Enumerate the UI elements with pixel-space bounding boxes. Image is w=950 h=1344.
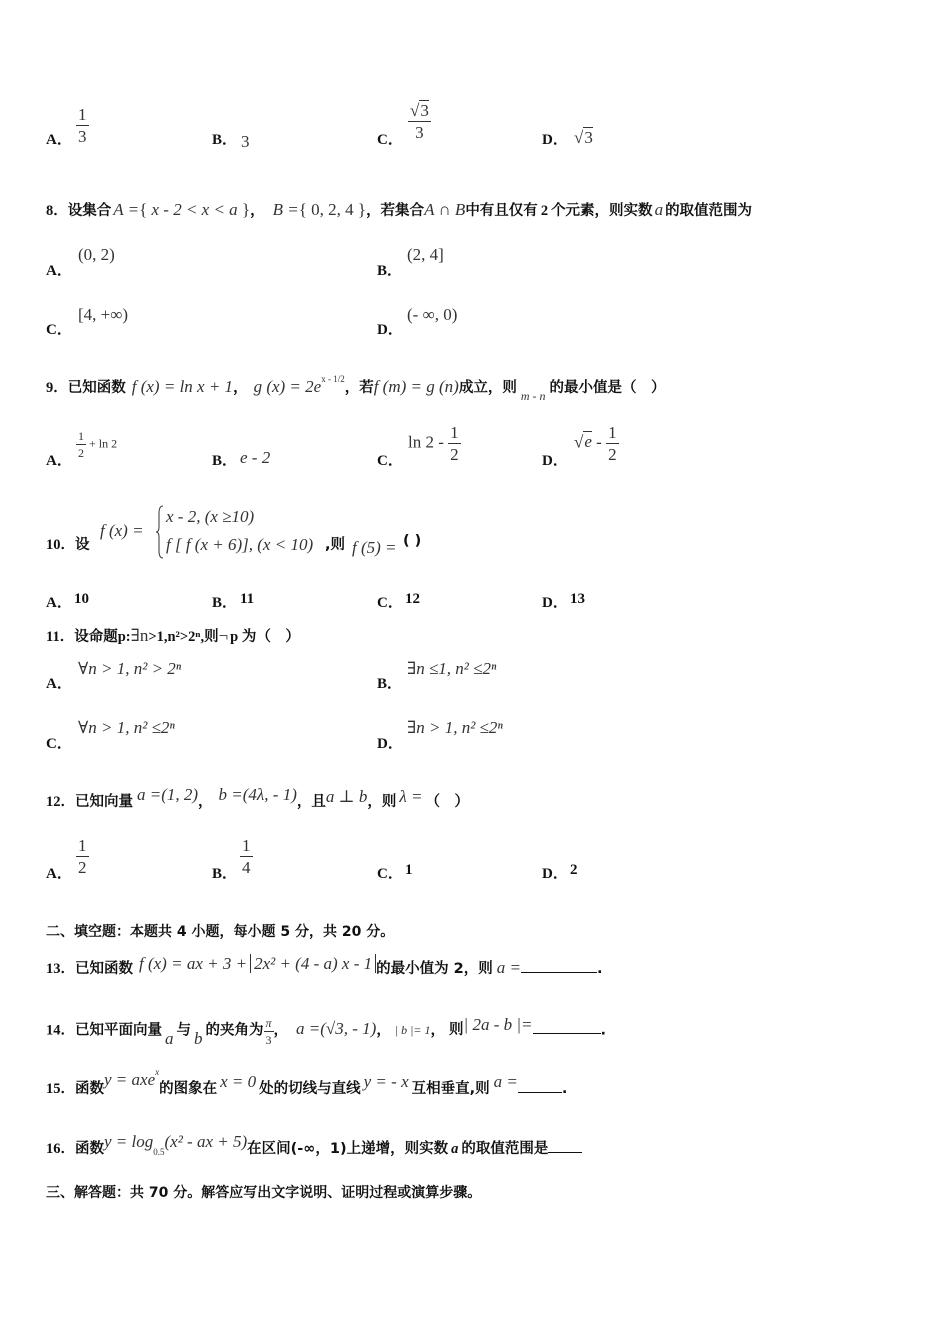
q10-case1: x - 2, (x ≥10) bbox=[166, 507, 255, 526]
q14-answer-blank[interactable] bbox=[533, 1019, 601, 1034]
q12-comma: ， bbox=[198, 794, 213, 810]
q9-option-a-label: A． bbox=[46, 453, 72, 469]
q10-f5: f (5) = bbox=[352, 538, 397, 557]
q14-vec-a: a bbox=[165, 1029, 174, 1049]
q8-question: 8．设集合 A ={ x - 2 < x < a }， B ={ 0, 2, 4 }，若集合A ∩ B中有且仅有 2 个元素，则实数 a 的取值范围为 bbox=[46, 200, 753, 219]
q15-text3: 处的切线与直线 bbox=[259, 1081, 361, 1097]
q11-neg: ¬ bbox=[218, 626, 229, 645]
q8-setB-body: 0, 2, 4 bbox=[311, 200, 354, 219]
q9d-num: 1 bbox=[608, 423, 617, 442]
q10-option-d-label: D． bbox=[542, 595, 568, 611]
q9-question bbox=[46, 374, 666, 403]
brace-icon bbox=[156, 505, 164, 559]
q11-option-a-value: ∀n > 1, n² > 2ⁿ bbox=[78, 659, 182, 678]
q8-option-d-value: (- ∞, 0) bbox=[407, 305, 458, 324]
q9-eq: f (m) = g (n) bbox=[373, 377, 459, 396]
q7-option-d-value: √3 bbox=[574, 128, 593, 147]
q9a-tail: + ln 2 bbox=[89, 436, 118, 451]
q13-f: f (x) = ax + 3 + bbox=[139, 954, 248, 973]
q12-vec-a: a =(1, 2) bbox=[137, 785, 199, 804]
q11-text1: 设命题 bbox=[74, 629, 118, 645]
q14-b-mag: | b |= 1 bbox=[394, 1023, 431, 1038]
q9c-head: ln 2 - bbox=[408, 432, 444, 452]
q7c-num: 3 bbox=[420, 101, 429, 120]
q10-option-d-value: 13 bbox=[570, 591, 585, 607]
q13-answer-blank[interactable] bbox=[521, 958, 597, 973]
q14-number: 14． bbox=[46, 1022, 75, 1039]
q8-option-d-label: D． bbox=[377, 322, 403, 338]
q8-option-c-label: C． bbox=[46, 322, 72, 338]
q16-a: a bbox=[451, 1141, 459, 1157]
q15-line: y = - x bbox=[363, 1072, 409, 1091]
q10-option-b-label: B． bbox=[212, 595, 238, 611]
q14-pi: π bbox=[265, 1016, 272, 1030]
q13-text2: 的最小值为 2，则 bbox=[376, 961, 493, 977]
q13-question bbox=[46, 954, 603, 978]
q10-case2: f [ f (x + 6)], (x < 10) bbox=[166, 535, 314, 554]
q16-text1: 函数 bbox=[75, 1141, 104, 1157]
q8-setA-lhs: A = bbox=[113, 200, 140, 219]
q8-text2: ，若集合 bbox=[366, 203, 425, 219]
q7-option-c-label: C． bbox=[377, 132, 403, 148]
q14-text3: 的夹角为 bbox=[205, 1022, 264, 1039]
q15-answer-blank[interactable] bbox=[518, 1078, 562, 1093]
q10-brace bbox=[156, 505, 162, 559]
q11-option-a-label: A． bbox=[46, 676, 72, 692]
q7d-rad: 3 bbox=[584, 128, 593, 147]
q7a-den: 3 bbox=[78, 127, 87, 146]
q10-option-c-label: C． bbox=[377, 595, 403, 611]
q12-option-d-label: D． bbox=[542, 866, 568, 882]
q7c-den: 3 bbox=[415, 123, 424, 142]
q8-option-a-label: A． bbox=[46, 263, 72, 279]
q12-perp: a ⊥ b bbox=[325, 787, 368, 806]
q12-text3: ，则 bbox=[367, 794, 397, 810]
q10-f: f (x) = bbox=[100, 521, 144, 540]
q12-vec-b: b =(4λ, - 1) bbox=[218, 785, 297, 804]
q9-mn: m - n bbox=[520, 389, 546, 403]
q9c-den: 2 bbox=[450, 445, 459, 464]
q15-text2: 的图象在 bbox=[159, 1081, 218, 1097]
q10-option-c-value: 12 bbox=[405, 591, 420, 607]
q12b-den: 4 bbox=[242, 858, 251, 877]
q11-p: p: bbox=[117, 629, 131, 645]
q8-text1: 设集合 bbox=[67, 203, 112, 219]
q12a-den: 2 bbox=[78, 858, 87, 877]
q9-text4: 的最小值是（ ） bbox=[549, 380, 666, 396]
q16-question bbox=[46, 1132, 582, 1159]
q8-text4: 个元素，则实数 bbox=[551, 203, 653, 219]
q7-option-c-value: $\frac{√3}{3}$ bbox=[410, 101, 429, 142]
q14-end: . bbox=[600, 1022, 607, 1039]
q15-a: a = bbox=[493, 1072, 518, 1091]
q12-text1: 已知向量 bbox=[75, 794, 133, 810]
q11-option-d-value: ∃n > 1, n² ≤2ⁿ bbox=[407, 718, 503, 737]
q9-text3: 成立，则 bbox=[458, 380, 517, 396]
q12-question bbox=[46, 785, 469, 811]
q14-vec-b: b bbox=[194, 1029, 203, 1049]
q8-text5: 的取值范围为 bbox=[665, 203, 753, 219]
q9-option-d-value: √e - $\frac{1}{2}$ bbox=[574, 423, 617, 464]
q15-number: 15． bbox=[46, 1081, 75, 1097]
q12-option-d-value: 2 bbox=[570, 862, 578, 878]
q13-number: 13． bbox=[46, 961, 75, 977]
q9-text1: 已知函数 bbox=[67, 380, 126, 396]
q12-option-c-label: C． bbox=[377, 866, 403, 882]
q8-option-c-value: [4, +∞) bbox=[78, 305, 129, 324]
q11-text3: p 为（ ） bbox=[230, 629, 300, 645]
q10-number: 10． bbox=[46, 537, 75, 553]
q12-lambda: λ = bbox=[399, 787, 423, 806]
q14-comma3: ， bbox=[430, 1022, 446, 1039]
q9a-num: 1 bbox=[78, 429, 84, 443]
q8-comma: ， bbox=[250, 203, 265, 219]
q9c-num: 1 bbox=[450, 423, 459, 442]
q11-question bbox=[46, 625, 300, 646]
q8-setB-lhs: B = bbox=[272, 200, 299, 219]
q10-option-b-value: 11 bbox=[240, 591, 255, 607]
q9-option-c-label: C． bbox=[377, 453, 403, 469]
q14-text4: 则 bbox=[449, 1022, 464, 1039]
q13-abs: 2x² + (4 - a) x - 1 bbox=[250, 954, 376, 973]
q10-text1: 设 bbox=[75, 537, 90, 553]
q12-option-b-label: B． bbox=[212, 866, 238, 882]
q16-number: 16． bbox=[46, 1141, 75, 1157]
q9-comma: ， bbox=[233, 380, 248, 396]
q16-text2: 在区间(-∞，1)上递增，则实数 bbox=[247, 1141, 449, 1157]
q9-f: f (x) = ln x + 1 bbox=[131, 377, 234, 396]
q14-comma2: ， bbox=[376, 1022, 391, 1039]
q8-cap: A ∩ B bbox=[424, 200, 466, 219]
q9-g-exponent: x - 1/2 bbox=[321, 374, 345, 385]
q10-option-a-label: A． bbox=[46, 595, 72, 611]
q12-option-a-label: A． bbox=[46, 866, 72, 882]
q14-comma: ， bbox=[273, 1022, 289, 1039]
q11-option-b-label: B． bbox=[377, 676, 403, 692]
q11-option-b-value: ∃n ≤1, n² ≤2ⁿ bbox=[407, 659, 497, 678]
q9-option-c-value bbox=[408, 424, 461, 463]
q10-text2: ,则 bbox=[325, 537, 346, 553]
q7-option-a-label: A． bbox=[46, 132, 72, 148]
q14-question bbox=[46, 1015, 607, 1049]
q12a-num: 1 bbox=[78, 836, 87, 855]
q14-a-value: a =(√3, - 1) bbox=[296, 1019, 377, 1039]
q15-question bbox=[46, 1067, 568, 1098]
q8-var-a: a bbox=[654, 200, 664, 219]
q11-option-c-label: C． bbox=[46, 736, 72, 752]
q9-g: g (x) = 2e bbox=[253, 377, 322, 396]
q16-text3: 的取值范围是 bbox=[461, 1141, 549, 1157]
q12-number: 12． bbox=[46, 794, 75, 810]
q12-option-a-value bbox=[76, 837, 89, 876]
q13-end: . bbox=[597, 961, 603, 977]
q9-number: 9． bbox=[46, 380, 68, 396]
q10-option-a-value: 10 bbox=[74, 591, 89, 607]
q8-count: 2 bbox=[540, 203, 549, 219]
q11-text2: >1,n²>2ⁿ,则 bbox=[148, 629, 219, 645]
q15-x0: x = 0 bbox=[220, 1072, 257, 1091]
q14-text2: 与 bbox=[176, 1022, 191, 1039]
q7-option-d-label: D． bbox=[542, 132, 568, 148]
q11-option-c-value: ∀n > 1, n² ≤2ⁿ bbox=[78, 718, 175, 737]
q7-option-b-value: 3 bbox=[241, 132, 250, 151]
q8-option-b-value: (2, 4] bbox=[407, 245, 444, 264]
q12-text2: ，且 bbox=[296, 794, 326, 810]
q11-exists: ∃n bbox=[130, 626, 149, 645]
q11-option-d-label: D． bbox=[377, 736, 403, 752]
q12b-num: 1 bbox=[242, 836, 251, 855]
q9-option-b-value: e - 2 bbox=[240, 448, 271, 467]
q15-text1: 函数 bbox=[75, 1081, 104, 1097]
q14-den: 3 bbox=[265, 1033, 272, 1047]
q15-exp: x bbox=[155, 1067, 160, 1078]
q12-text4: （ ） bbox=[425, 794, 469, 810]
q14-expr: | 2a - b |= bbox=[463, 1015, 533, 1035]
q7a-num: 1 bbox=[78, 105, 87, 124]
q9-option-d-label: D． bbox=[542, 453, 568, 469]
q11-number: 11． bbox=[46, 629, 75, 645]
q8-text3: 中有且仅有 bbox=[465, 203, 538, 219]
q9-option-b-label: B． bbox=[212, 453, 238, 469]
section-fill-in-heading: 二、填空题：本题共 4 小题，每小题 5 分，共 20 分。 bbox=[46, 924, 395, 940]
q9d-minus: - bbox=[596, 432, 602, 452]
q16-y: y = log bbox=[104, 1132, 154, 1151]
q13-a: a = bbox=[496, 958, 521, 977]
q14-text1: 已知平面向量 bbox=[75, 1022, 162, 1039]
q8-option-a-value: (0, 2) bbox=[78, 245, 115, 264]
q16-arg: (x² - ax + 5) bbox=[164, 1132, 248, 1151]
q9d-den: 2 bbox=[608, 445, 617, 464]
q12-option-b-value bbox=[240, 837, 253, 876]
q16-base: 0.5 bbox=[153, 1146, 165, 1157]
q8-number: 8． bbox=[46, 203, 68, 219]
q9d-rad: e bbox=[584, 432, 592, 452]
q15-y: y = axe bbox=[104, 1070, 156, 1089]
q10-paren: ( ) bbox=[403, 533, 422, 549]
q9-text2: ，若 bbox=[344, 380, 374, 396]
q15-text4: 互相垂直,则 bbox=[411, 1081, 490, 1097]
q9a-den: 2 bbox=[78, 446, 84, 460]
q12-option-c-value: 1 bbox=[405, 862, 413, 878]
q16-answer-blank[interactable] bbox=[548, 1138, 582, 1153]
q7-option-a-value bbox=[76, 106, 89, 145]
q9-option-a-value bbox=[76, 430, 117, 459]
q13-text1: 已知函数 bbox=[75, 961, 133, 977]
q8-option-b-label: B． bbox=[377, 263, 403, 279]
q8-setA-body: x - 2 < x < a bbox=[151, 200, 238, 219]
q15-end: . bbox=[561, 1081, 568, 1097]
q7-option-b-label: B． bbox=[212, 132, 238, 148]
section-solution-heading: 三、解答题：共 70 分。解答应写出文字说明、证明过程或演算步骤。 bbox=[46, 1185, 482, 1201]
q10-label bbox=[46, 533, 90, 554]
